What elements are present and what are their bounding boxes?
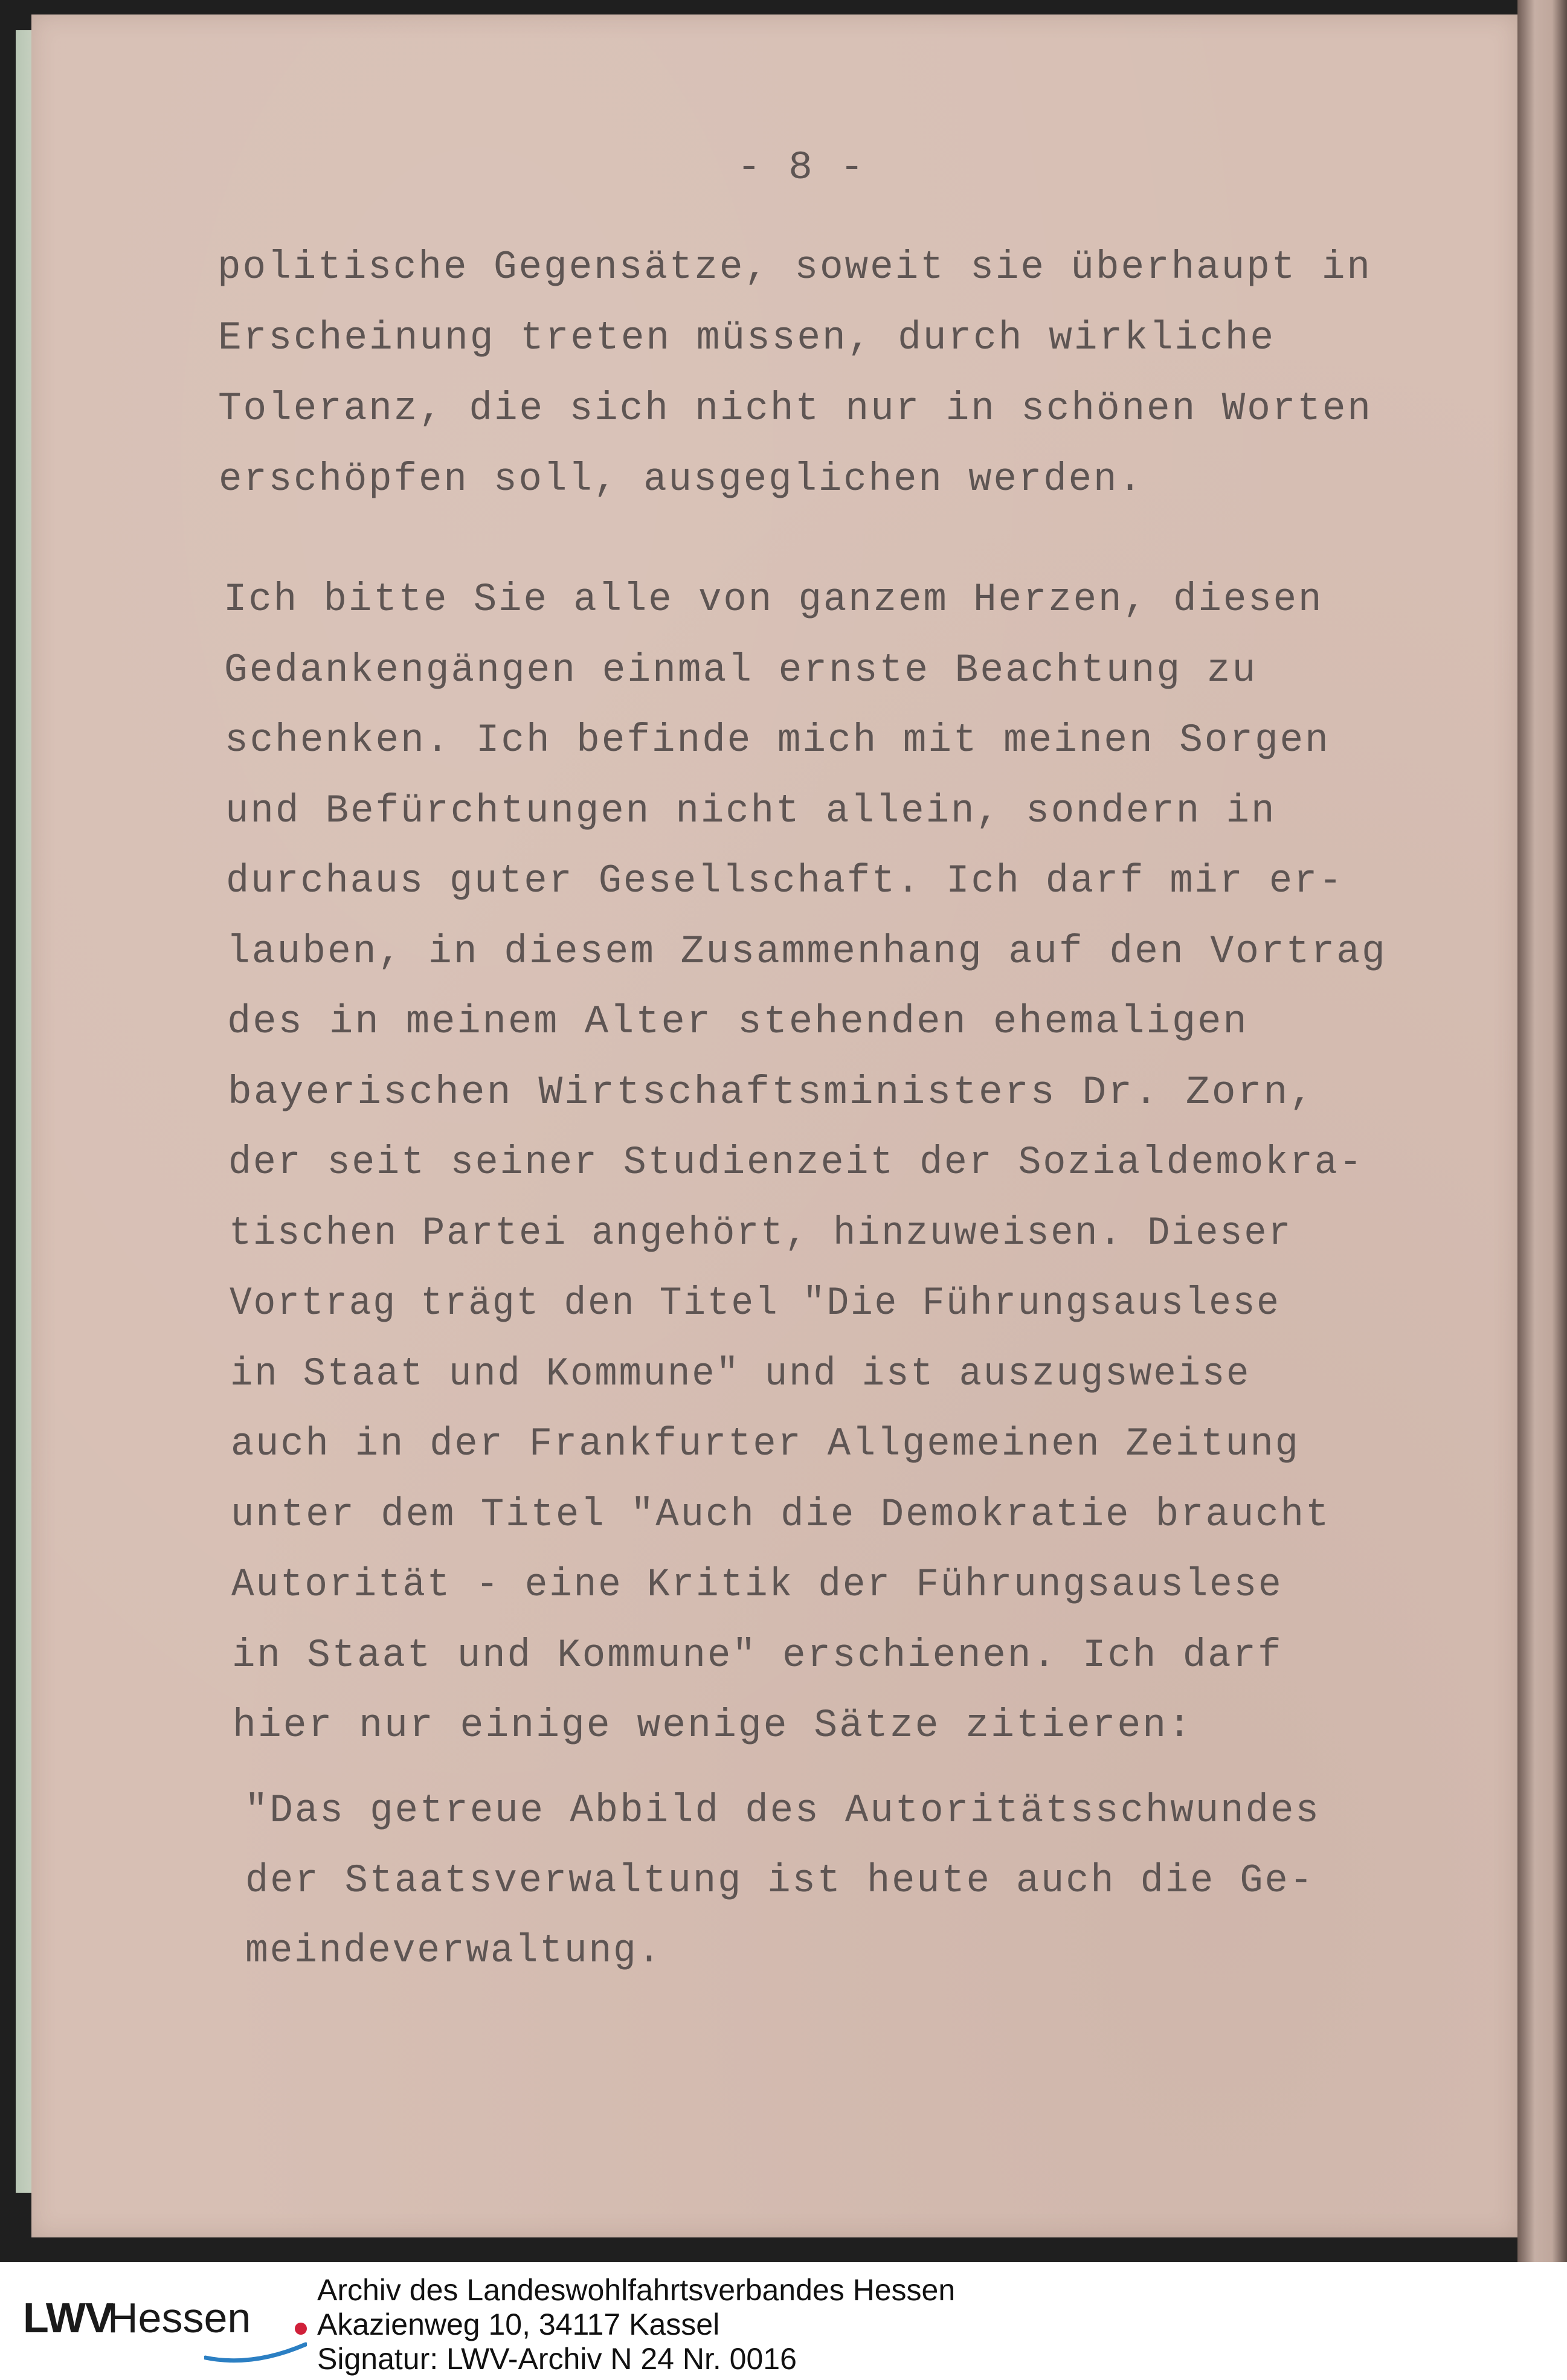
text-line: Vortrag trägt den Titel "Die Führungsauslese: [229, 1281, 1281, 1326]
logo-dot-icon: [295, 2323, 307, 2335]
text-line: Toleranz, die sich nicht nur in schönen Worten: [218, 386, 1372, 431]
text-line: bayerischen Wirtschaftsministers Dr. Zorn,: [227, 1069, 1315, 1115]
text-line: hier nur einige wenige Sätze zitieren:: [233, 1703, 1194, 1748]
archive-footer: [0, 2262, 1567, 2380]
text-line: des in meinem Alter stehenden ehemaligen: [227, 999, 1249, 1044]
logo-swoosh-icon: [204, 2341, 307, 2365]
text-line: unter dem Titel "Auch die Demokratie braucht: [231, 1491, 1331, 1537]
page-number: - 8 -: [737, 145, 866, 190]
text-line: in Staat und Kommune" und ist auszugsweise: [230, 1351, 1250, 1397]
archive-signature: Signatur: LWV-Archiv N 24 Nr. 0016: [317, 2342, 797, 2376]
text-line: schenken. Ich befinde mich mit meinen Sorgen: [224, 718, 1330, 763]
text-line: erschöpfen soll, ausgeglichen werden.: [218, 457, 1144, 502]
text-line: und Befürchtungen nicht allein, sondern in: [225, 788, 1276, 834]
text-line: tischen Partei angehört, hinzuweisen. Dieser: [228, 1210, 1292, 1256]
text-line: der Staatsverwaltung ist heute auch die Ge-: [245, 1858, 1314, 1903]
text-line: politische Gegensätze, soweit sie überhaupt in: [217, 245, 1372, 290]
text-line: der seit seiner Studienzeit der Sozialdemokra-: [228, 1140, 1364, 1185]
text-line: Erscheinung treten müssen, durch wirkliche: [217, 315, 1275, 361]
text-line: "Das getreue Abbild des Autoritätsschwundes: [245, 1788, 1321, 1833]
page-edge-shadow: [1517, 0, 1567, 2262]
text-line: durchaus guter Gesellschaft. Ich darf mir er-: [225, 858, 1344, 904]
text-line: lauben, in diesem Zusammenhang auf den Vortrag: [226, 928, 1387, 974]
archive-name: Archiv des Landeswohlfahrtsverbandes Hessen: [317, 2273, 956, 2307]
logo-hessen-text: Hessen: [108, 2294, 251, 2341]
archive-address: Akazienweg 10, 34117 Kassel: [317, 2308, 720, 2341]
text-line: auch in der Frankfurter Allgemeinen Zeitung: [230, 1421, 1300, 1467]
text-line: Autorität - eine Kritik der Führungsauslese: [231, 1562, 1283, 1607]
text-line: meindeverwaltung.: [245, 1928, 663, 1973]
text-line: Gedankengängen einmal ernste Beachtung zu: [224, 647, 1258, 693]
text-line: Ich bitte Sie alle von ganzem Herzen, diesen: [224, 577, 1324, 622]
logo-lwv-text: LWV: [23, 2294, 113, 2341]
text-line: in Staat und Kommune" erschienen. Ich darf: [232, 1632, 1283, 1678]
archive-info: [317, 2273, 955, 2376]
